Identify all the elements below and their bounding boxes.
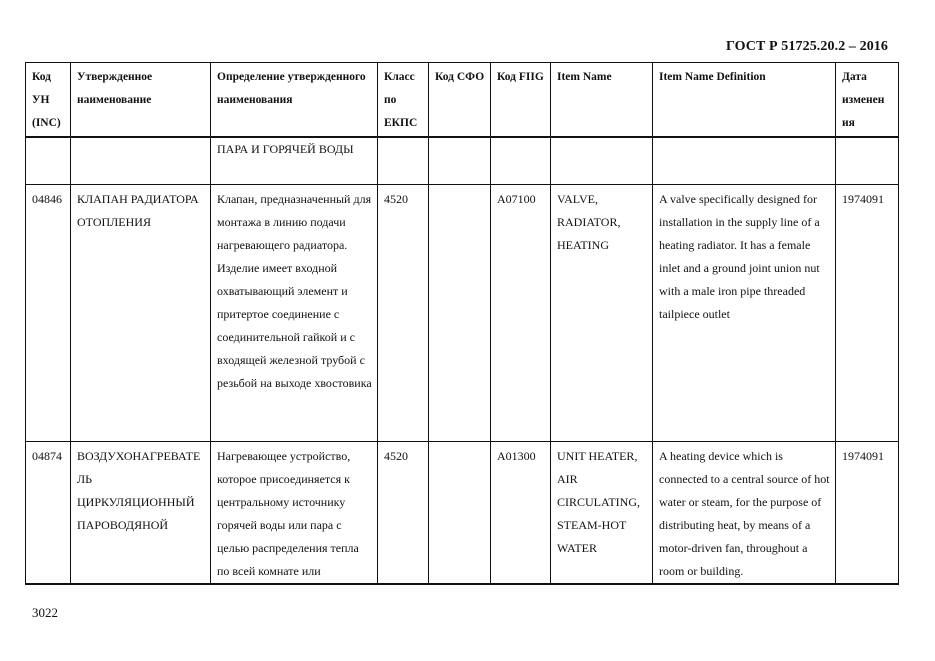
cell-name: КЛАПАН РАДИАТОРА ОТОПЛЕНИЯ [71, 185, 211, 442]
cell-class: 4520 [378, 442, 429, 585]
cell-definition: Клапан, предназначенный для монтажа в линию подачи нагревающего радиатора. Изделие имеет входной охватывающий элемент и притертое соединение с соединительной гайкой и с входящей железной трубой с резьбой на выходе хвостовика [211, 185, 378, 442]
document-standard-title: ГОСТ Р 51725.20.2 – 2016 [725, 39, 888, 54]
header-cell-item-definition: Item Name Definition [653, 63, 836, 137]
cell-sfo [429, 137, 491, 185]
header-cell-definition: Определение утвержденного наименования [211, 63, 378, 137]
cell-fiig: A01300 [491, 442, 551, 585]
catalog-table [25, 62, 899, 585]
cell-fiig: A07100 [491, 185, 551, 442]
header-cell-item-name: Item Name [551, 63, 653, 137]
header-cell-code: Код УН (INC) [26, 63, 71, 137]
cell-class: 4520 [378, 185, 429, 442]
cell-fiig [491, 137, 551, 185]
table-row [26, 442, 899, 585]
cell-item-definition [653, 137, 836, 185]
header-cell-date: Дата изменен ия [836, 63, 899, 137]
cell-definition: ПАРА И ГОРЯЧЕЙ ВОДЫ [211, 137, 378, 185]
cell-item-definition: A heating device which is connected to a central source of hot water or steam, for the purpose of distributing heat, by means of a motor-driven fan, throughout a room or building. [653, 442, 836, 585]
cell-item-name [551, 137, 653, 185]
table-row [26, 185, 899, 442]
table-header-row [26, 63, 899, 137]
cell-sfo [429, 442, 491, 585]
header-cell-sfo: Код СФО [429, 63, 491, 137]
cell-name: ВОЗДУХОНАГРЕВАТЕЛЬ ЦИРКУЛЯЦИОННЫЙ ПАРОВОДЯНОЙ [71, 442, 211, 585]
cell-date: 1974091 [836, 185, 899, 442]
header-cell-name: Утвержденное наименование [71, 63, 211, 137]
cell-code [26, 137, 71, 185]
cell-code: 04874 [26, 442, 71, 585]
cell-class [378, 137, 429, 185]
cell-definition: Нагревающее устройство, которое присоединяется к центральному источнику горячей воды или пара с целью распределения тепла по всей комнате или [211, 442, 378, 585]
page-number: 3022 [32, 605, 58, 620]
table-row [26, 137, 899, 185]
cell-item-name: UNIT HEATER, AIR CIRCULATING, STEAM-HOT WATER [551, 442, 653, 585]
cell-name [71, 137, 211, 185]
header-cell-fiig: Код FIIG [491, 63, 551, 137]
cell-code: 04846 [26, 185, 71, 442]
header-cell-class: Класс по ЕКПС [378, 63, 429, 137]
cell-date [836, 137, 899, 185]
cell-sfo [429, 185, 491, 442]
cell-item-definition: A valve specifically designed for installation in the supply line of a heating radiator. It has a female inlet and a ground joint union nut with a male iron pipe threaded tailpiece outlet [653, 185, 836, 442]
cell-date: 1974091 [836, 442, 899, 585]
cell-item-name: VALVE, RADIATOR, HEATING [551, 185, 653, 442]
